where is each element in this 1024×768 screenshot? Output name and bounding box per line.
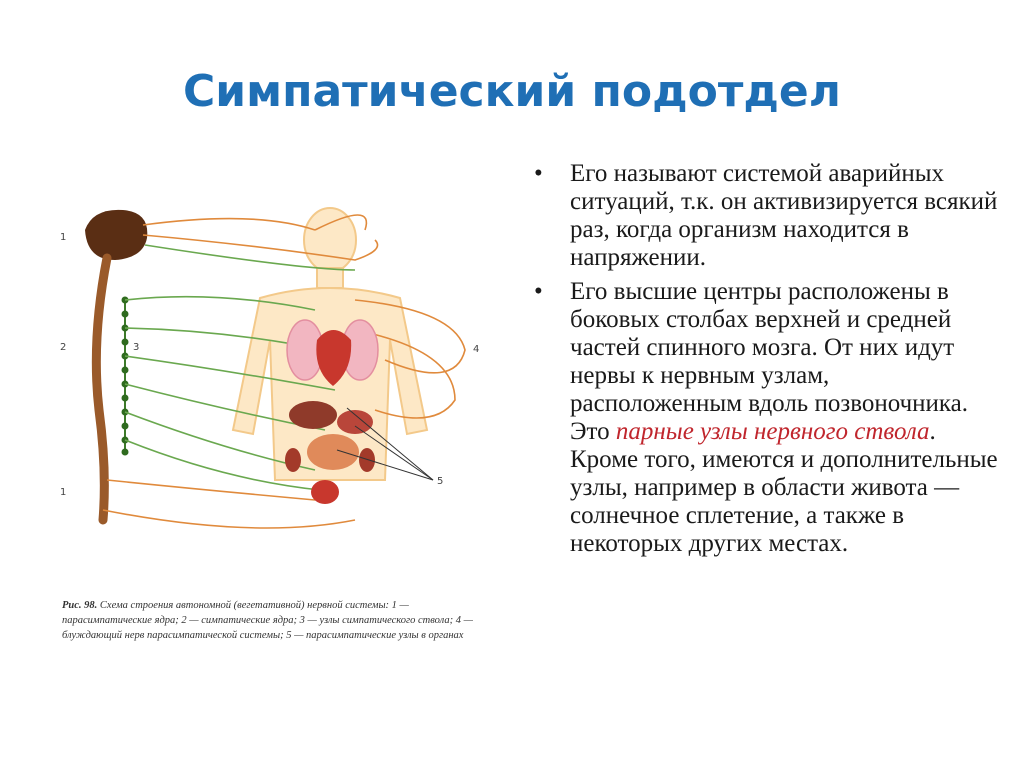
slide-title: Симпатический подотдел <box>183 66 841 117</box>
figure-caption <box>62 598 492 643</box>
caption-lead: Рис. 98. <box>62 600 98 611</box>
label-3: 3 <box>133 342 140 353</box>
bullet-list <box>530 160 1000 564</box>
spinal-cord <box>96 258 107 520</box>
bullet-marker: • <box>534 278 543 305</box>
label-2: 2 <box>60 342 67 353</box>
label-4: 4 <box>473 344 480 355</box>
label-1-bottom: 1 <box>60 487 67 498</box>
caption-text: Схема строения автономной (вегетативной) нервной системы: 1 — парасимпатические ядра; 2 — симпатические ядра; 3 — узлы симпатического ствола; 4 — блуждающий нерв парасимпатической системы; 5 — парасимпатические узлы в органах <box>62 600 473 641</box>
nervous-system-diagram <box>55 190 505 610</box>
brain-shape <box>85 210 147 260</box>
bullet-text-2b: . Кроме того, имеются и дополнительные узлы, например в области живота — солнечное сплетение, а также в некоторых других местах. <box>570 418 998 557</box>
bullet-marker: • <box>534 160 543 187</box>
label-1-top: 1 <box>60 232 67 243</box>
bullet-text-2a: Его высшие центры расположены в боковых столбах верхней и средней частей спинного мозга. От них идут нервы к нервным узлам, расположенным вдоль позвоночника. Это <box>570 278 969 445</box>
bullet-item <box>530 278 1000 558</box>
highlighted-term: парные узлы нервного ствола <box>615 418 930 445</box>
bullet-text-1: Его называют системой аварийных ситуаций, т.к. он активизируется всякий раз, когда организм находится в напряжении. <box>570 160 998 271</box>
bullet-item <box>530 160 1000 272</box>
label-5: 5 <box>437 476 444 487</box>
